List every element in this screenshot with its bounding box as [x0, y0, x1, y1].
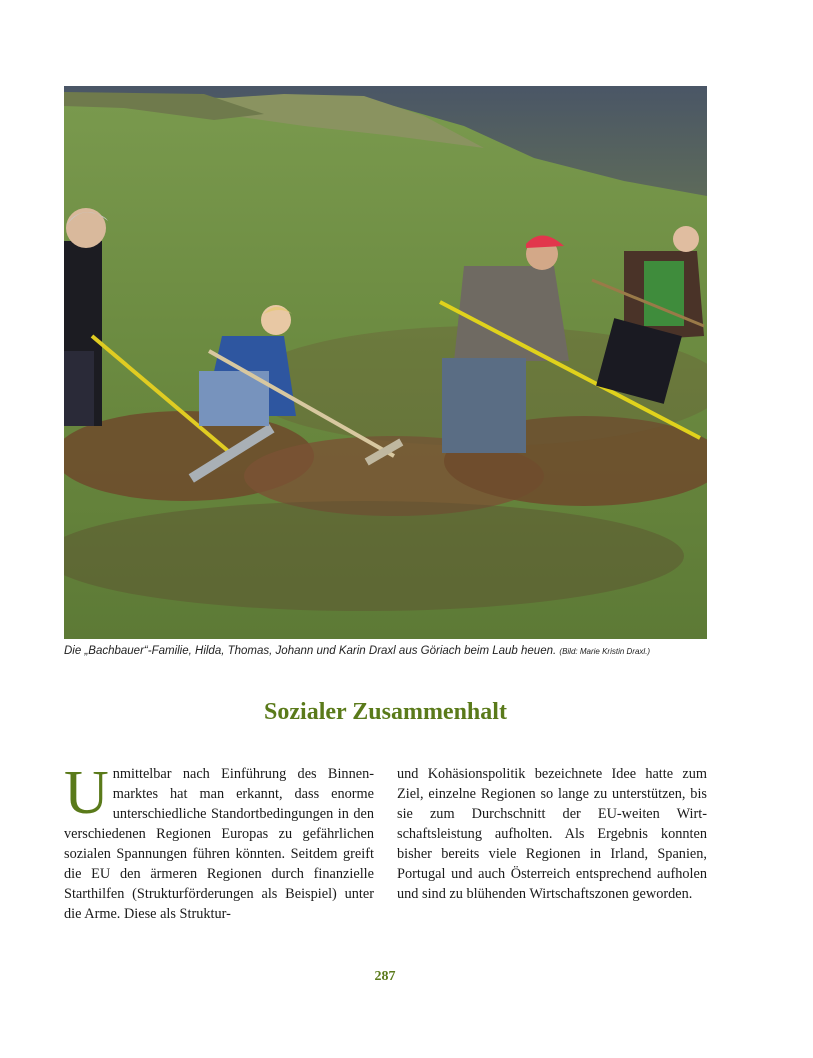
family-raking-leaves-photo [64, 86, 707, 639]
text-column-right [397, 764, 707, 904]
left-column-text: nmittelbar nach Einführung des Binnenmarktes hat man erkannt, dass enorme unterschiedliche Standortbedingungen in den verschiedenen Regionen Europas zu gefährlichen sozialen Spannungen führen könnten. Seitdem greift die EU den ärmeren Regionen durch finanzielle Starthilfen (Strukturförderungen als Beispiel) unter die Arme. Diese als Struktur- [64, 766, 374, 922]
section-heading: Sozialer Zusammenhalt [264, 699, 507, 725]
right-column-text: und Kohäsionspolitik bezeichnete Idee hatte zum Ziel, einzelne Regionen so lange zu unterstützen, bis sie zum Durchschnitt der EU-weiten Wirtschaftsleistung aufholten. Als Ergebnis konnten bisher bereits viele Regionen in Irland, Spanien, Portugal und auch Österreich entsprechend aufholen und sind zu blühenden Wirtschaftszonen geworden. [397, 766, 707, 902]
caption-text: Die „Bachbauer“-Familie, Hilda, Thomas, Johann und Karin Draxl aus Göriach beim Laub heuen. [64, 645, 557, 657]
photo-caption [64, 645, 754, 657]
page-number: 287 [374, 969, 396, 984]
photo-credit: (Bild: Marie Kristin Draxl.) [559, 647, 651, 656]
dropcap-letter: U [64, 759, 109, 827]
text-column-left [64, 759, 374, 924]
